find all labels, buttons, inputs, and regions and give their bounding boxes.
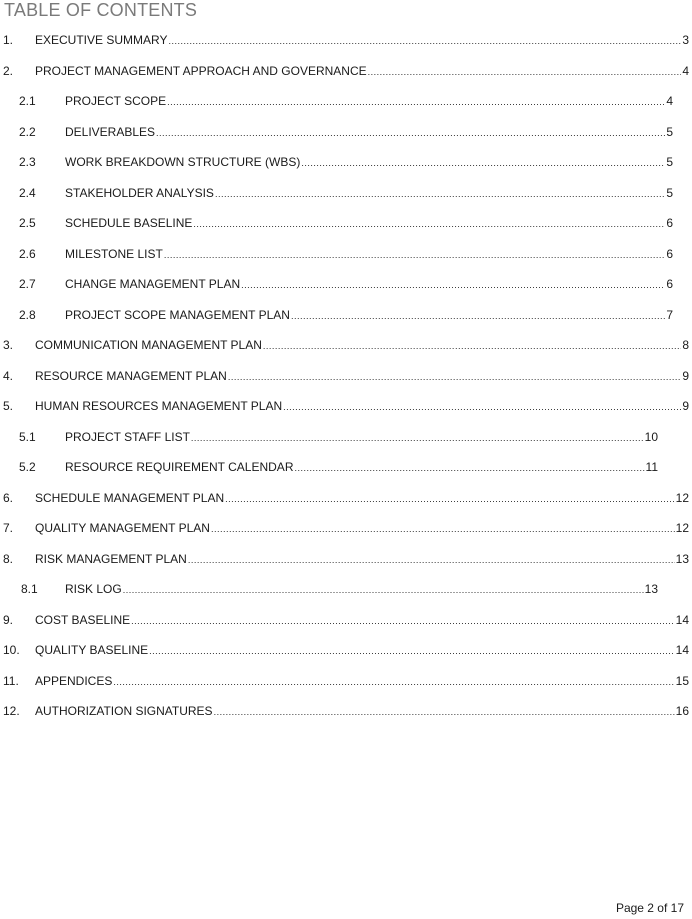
dot-leader bbox=[263, 340, 681, 352]
toc-entry-label: HUMAN RESOURCES MANAGEMENT PLAN bbox=[35, 399, 283, 413]
toc-entry-number: 8. bbox=[3, 551, 14, 566]
toc-entry-page: 5 bbox=[666, 124, 673, 139]
dot-leader bbox=[149, 645, 674, 657]
toc-entry-stakeholder-analysis[interactable] bbox=[0, 183, 692, 214]
toc-entry-number: 4. bbox=[3, 368, 14, 383]
dot-leader bbox=[193, 218, 665, 230]
toc-entry-page: 12 bbox=[675, 490, 689, 505]
dot-leader bbox=[215, 188, 665, 200]
dot-leader bbox=[164, 249, 666, 261]
toc-entry-milestone-list[interactable] bbox=[0, 244, 692, 275]
toc-entry-label: MILESTONE LIST bbox=[65, 246, 163, 261]
toc-entry-page: 4 bbox=[682, 63, 689, 78]
dot-leader bbox=[191, 432, 644, 444]
toc-entry-page: 6 bbox=[666, 216, 673, 230]
toc-entry-label: COMMUNICATION MANAGEMENT PLAN bbox=[35, 338, 262, 352]
toc-entry-label: AUTHORIZATION SIGNATURES bbox=[35, 704, 213, 718]
dot-leader bbox=[225, 493, 674, 505]
toc-entry-number: 2.7 bbox=[19, 277, 36, 291]
toc-entry-quality-management-plan[interactable] bbox=[0, 518, 692, 549]
toc-entry-page: 7 bbox=[666, 307, 673, 322]
toc-entry-page: 6 bbox=[666, 277, 673, 291]
toc-entry-label: QUALITY MANAGEMENT PLAN bbox=[35, 521, 210, 535]
toc-entry-label: PROJECT MANAGEMENT APPROACH AND GOVERNANCE bbox=[35, 63, 367, 78]
toc-entry-page: 12 bbox=[675, 521, 689, 535]
toc-entry-page: 6 bbox=[666, 246, 673, 261]
toc-entry-number: 8.1 bbox=[21, 582, 38, 596]
toc-entry-number: 2.1 bbox=[19, 94, 36, 108]
dot-leader bbox=[294, 462, 644, 474]
toc-entry-page: 5 bbox=[666, 185, 673, 200]
toc-entry-number: 11. bbox=[3, 673, 19, 688]
toc-entry-number: 2.3 bbox=[19, 155, 36, 169]
toc-entry-label: SCHEDULE MANAGEMENT PLAN bbox=[35, 490, 225, 505]
toc-entry-page: 14 bbox=[675, 612, 689, 627]
toc-entry-label: RISK LOG bbox=[65, 582, 122, 596]
toc-entry-number: 12. bbox=[3, 704, 20, 718]
toc-entry-quality-baseline[interactable] bbox=[0, 640, 692, 671]
toc-entry-page: 9 bbox=[682, 399, 689, 413]
toc-entry-schedule-baseline[interactable] bbox=[0, 213, 692, 244]
toc-entry-label: PROJECT STAFF LIST bbox=[65, 429, 190, 444]
toc-entry-deliverables[interactable] bbox=[0, 122, 692, 153]
toc-entry-appendices[interactable] bbox=[0, 671, 692, 702]
page-number-footer: Page 2 of 17 bbox=[615, 901, 684, 915]
toc-entry-page: 3 bbox=[682, 33, 689, 47]
dot-leader bbox=[113, 676, 674, 688]
toc-entry-number: 2.2 bbox=[19, 124, 36, 139]
toc-entry-number: 10. bbox=[3, 643, 20, 657]
toc-entry-number: 3. bbox=[3, 338, 14, 352]
toc-entry-project-management-approach[interactable] bbox=[0, 61, 692, 92]
toc-entry-page: 10 bbox=[644, 429, 658, 444]
dot-leader bbox=[214, 706, 675, 718]
toc-entry-risk-management-plan[interactable] bbox=[0, 549, 692, 580]
dot-leader bbox=[301, 157, 665, 169]
toc-entry-wbs[interactable] bbox=[0, 152, 692, 183]
toc-entry-label: RESOURCE MANAGEMENT PLAN bbox=[35, 368, 227, 383]
toc-entry-number: 5.2 bbox=[19, 460, 36, 474]
toc-entry-resource-requirement-calendar[interactable] bbox=[0, 457, 692, 488]
dot-leader bbox=[168, 35, 681, 47]
dot-leader bbox=[167, 96, 665, 108]
toc-entry-label: STAKEHOLDER ANALYSIS bbox=[65, 185, 214, 200]
toc-entry-number: 7. bbox=[3, 521, 14, 535]
toc-entry-page: 4 bbox=[666, 94, 673, 108]
toc-entry-project-scope-management-plan[interactable] bbox=[0, 305, 692, 336]
toc-entry-number: 2. bbox=[3, 63, 14, 78]
toc-entry-page: 15 bbox=[675, 673, 689, 688]
toc-entry-label: RISK MANAGEMENT PLAN bbox=[35, 551, 187, 566]
toc-entry-number: 2.5 bbox=[19, 216, 36, 230]
toc-entry-number: 1. bbox=[3, 33, 14, 47]
toc-entry-number: 9. bbox=[3, 612, 14, 627]
toc-entry-page: 13 bbox=[644, 582, 658, 596]
toc-entry-project-scope[interactable] bbox=[0, 91, 692, 122]
toc-entry-schedule-management-plan[interactable] bbox=[0, 488, 692, 519]
toc-entry-label: PROJECT SCOPE bbox=[65, 94, 167, 108]
dot-leader bbox=[291, 310, 665, 322]
toc-entry-label: CHANGE MANAGEMENT PLAN bbox=[65, 277, 241, 291]
toc-title: TABLE OF CONTENTS bbox=[4, 0, 198, 20]
toc-entry-page: 5 bbox=[666, 155, 673, 169]
toc-entry-executive-summary[interactable] bbox=[0, 30, 692, 61]
toc-entry-label: SCHEDULE BASELINE bbox=[65, 216, 193, 230]
toc-entry-authorization-signatures[interactable] bbox=[0, 701, 692, 732]
toc-entry-page: 14 bbox=[675, 643, 689, 657]
toc-entry-risk-log[interactable] bbox=[0, 579, 692, 610]
toc-entry-cost-baseline[interactable] bbox=[0, 610, 692, 641]
toc-entry-label: PROJECT SCOPE MANAGEMENT PLAN bbox=[65, 307, 290, 322]
dot-leader bbox=[368, 66, 682, 78]
toc-list bbox=[0, 30, 692, 732]
dot-leader bbox=[188, 554, 675, 566]
toc-entry-page: 16 bbox=[675, 704, 689, 718]
toc-entry-number: 5.1 bbox=[19, 429, 36, 444]
toc-entry-number: 5. bbox=[3, 399, 14, 413]
toc-entry-page: 11 bbox=[645, 460, 658, 474]
toc-entry-label: RESOURCE REQUIREMENT CALENDAR bbox=[65, 460, 294, 474]
dot-leader bbox=[228, 371, 682, 383]
toc-entry-communication-management-plan[interactable] bbox=[0, 335, 692, 366]
toc-entry-number: 2.8 bbox=[19, 307, 36, 322]
toc-entry-number: 2.6 bbox=[19, 246, 36, 261]
toc-entry-label: COST BASELINE bbox=[35, 612, 131, 627]
dot-leader bbox=[156, 127, 665, 139]
toc-entry-label: APPENDICES bbox=[35, 673, 113, 688]
toc-entry-project-staff-list[interactable] bbox=[0, 427, 692, 458]
dot-leader bbox=[131, 615, 674, 627]
toc-entry-change-management-plan[interactable] bbox=[0, 274, 692, 305]
dot-leader bbox=[283, 401, 681, 413]
toc-entry-human-resources-management-plan[interactable] bbox=[0, 396, 692, 427]
dot-leader bbox=[241, 279, 665, 291]
toc-entry-label: QUALITY BASELINE bbox=[35, 643, 149, 657]
toc-entry-number: 2.4 bbox=[19, 185, 36, 200]
toc-entry-label: EXECUTIVE SUMMARY bbox=[35, 33, 168, 47]
dot-leader bbox=[211, 523, 675, 535]
toc-entry-label: WORK BREAKDOWN STRUCTURE (WBS) bbox=[65, 155, 301, 169]
toc-entry-label: DELIVERABLES bbox=[65, 124, 156, 139]
toc-entry-resource-management-plan[interactable] bbox=[0, 366, 692, 397]
toc-entry-page: 9 bbox=[682, 368, 689, 383]
toc-entry-page: 13 bbox=[675, 551, 689, 566]
toc-entry-page: 8 bbox=[682, 338, 689, 352]
toc-entry-number: 6. bbox=[3, 490, 14, 505]
dot-leader bbox=[123, 584, 644, 596]
